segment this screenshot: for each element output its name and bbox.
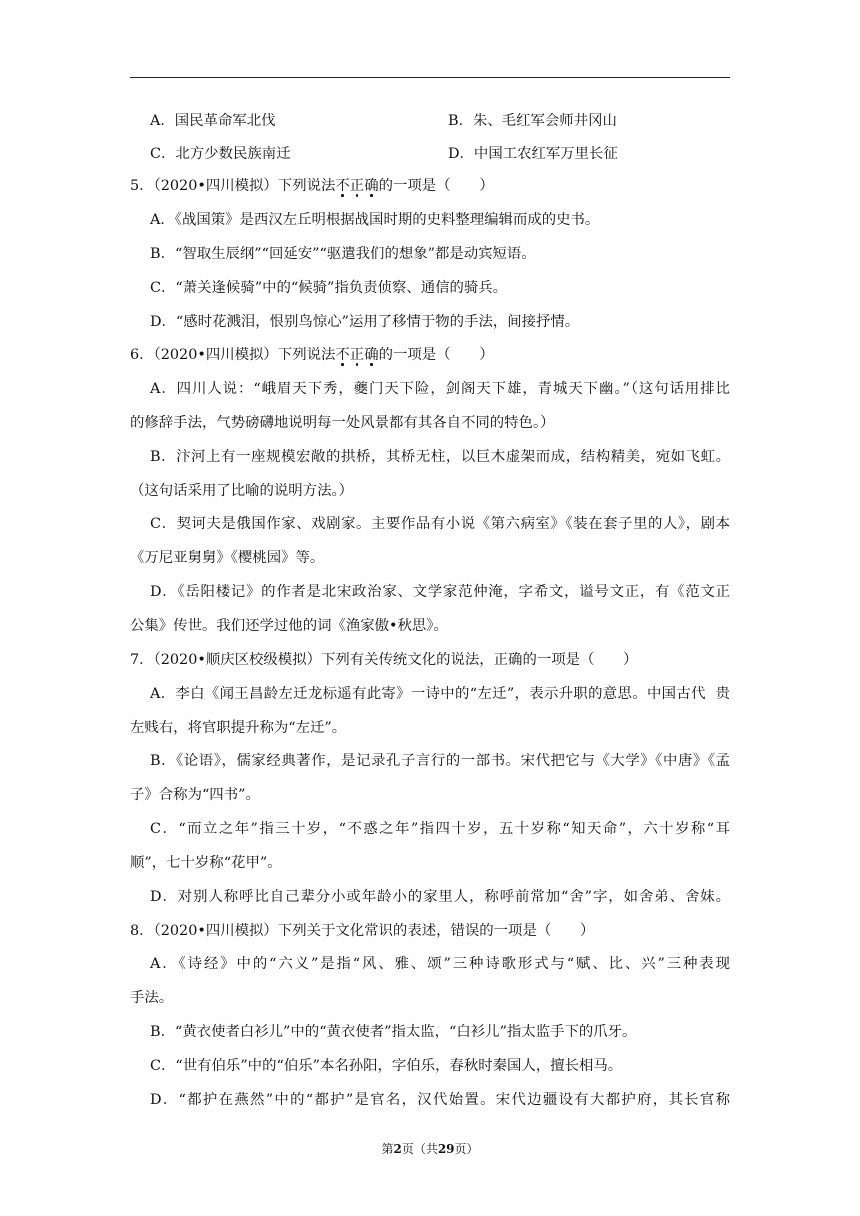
footer-total-pages: 29 (437, 1142, 455, 1156)
footer-suffix: 页） (454, 1142, 479, 1156)
q8-option-a-cont: 手法。 (130, 990, 174, 1006)
q6-option-d-cont: 公集》传世。我们还学过他的词《渔家傲•秋思》。 (130, 618, 448, 634)
q8-option-d: D．“都护在燕然”中的“都护”是官名，汉代始置。宋代边疆设有大都护府，其长官称 (150, 1092, 730, 1108)
q5-option-b: B．“智取生辰纲”“回延安”“驱遣我们的想象”都是动宾短语。 (150, 246, 536, 262)
q6-stem-text: 6．（2020•四川模拟）下列说法 (130, 347, 336, 363)
q7-option-b: B．《论语》，儒家经典著作，是记录孔子言行的一部书。宋代把它与《大学》《中唐》《孟 (150, 753, 730, 769)
q6-option-c: C．契诃夫是俄国作家、戏剧家。主要作品有小说《第六病室》《装在套子里的人》，剧本 (150, 516, 730, 532)
q6-option-a: A．四川人说：“峨眉天下秀，夔门天下险，剑阁天下雄，青城天下幽。”（这句话用排比 (150, 381, 730, 397)
q5-option-d: D．“感时花溅泪，恨别鸟惊心”运用了移情于物的手法，间接抒情。 (150, 314, 580, 330)
q6-option-d: D．《岳阳楼记》的作者是北宋政治家、文学家范仲淹，字希文，谥号文正，有《范文正 (150, 584, 730, 600)
footer-page-number: 2 (393, 1142, 402, 1156)
q5-stem-tail: 的一项是（ ） (378, 178, 494, 194)
emphasis-dot: 确 (364, 178, 379, 194)
q8-option-b: B．“黄衣使者白衫儿”中的“黄衣使者”指太监，“白衫儿”指太监手下的爪牙。 (150, 1024, 637, 1040)
q8-option-c: C．“世有伯乐”中的“伯乐”本名孙阳，字伯乐，春秋时秦国人，擅长相马。 (150, 1058, 623, 1074)
q7-option-d: D．对别人称呼比自己辈分小或年龄小的家里人，称呼前常加“舍”字，如舍弟、舍妹。 (150, 889, 730, 905)
q7-option-b-cont: 子》合称为“四书”。 (130, 787, 260, 803)
q7-option-a: A．李白《闻王昌龄左迁龙标遥有此寄》一诗中的“左迁”，表示升职的意思。中国古代 贵 (150, 686, 730, 702)
q4-option-d: D．中国工农红军万里长征 (448, 146, 618, 162)
q8-stem: 8．（2020•四川模拟）下列关于文化常识的表述，错误的一项是（ ） (130, 923, 595, 939)
q5-option-a: A．《战国策》是西汉左丘明根据战国时期的史料整理编辑而成的史书。 (150, 212, 600, 228)
q6-stem-tail: 的一项是（ ） (378, 347, 494, 363)
q8-option-a: A．《诗经》中的“六义”是指“风、雅、颂”三种诗歌形式与“赋、比、兴”三种表现 (150, 956, 730, 972)
emphasis-dot: 不 (335, 178, 350, 194)
q7-option-c-cont: 顺”，七十岁称“花甲”。 (130, 855, 282, 871)
q5-option-c: C．“萧关逢候骑”中的“候骑”指负责侦察、通信的骑兵。 (150, 280, 508, 296)
q5-stem-text: 5．（2020•四川模拟）下列说法 (130, 178, 336, 194)
q5-stem (130, 177, 494, 195)
header-rule (130, 77, 730, 78)
q6-stem (130, 346, 494, 364)
emphasis-dot: 不 (335, 347, 350, 363)
footer-middle: 页（共 (401, 1142, 438, 1156)
page-footer (0, 1140, 860, 1157)
q6-option-b-cont: （这句话采用了比喻的说明方法。） (130, 483, 354, 499)
footer-prefix: 第 (381, 1142, 394, 1156)
q6-option-c-cont: 《万尼亚舅舅》《樱桃园》等。 (130, 550, 325, 566)
emphasis-dot: 正 (349, 178, 365, 194)
q7-option-c: C．“而立之年”指三十岁，“不惑之年”指四十岁，五十岁称“知天命”，六十岁称“耳 (150, 821, 730, 837)
q6-option-b: B．汴河上有一座规模宏敞的拱桥，其桥无柱，以巨木虚架而成，结构精美，宛如飞虹。 (150, 449, 730, 465)
q4-option-b: B．朱、毛红军会师井冈山 (448, 113, 617, 129)
emphasis-dot: 正 (349, 347, 365, 363)
q4-option-c: C．北方少数民族南迁 (150, 146, 291, 162)
q4-option-a: A．国民革命军北伐 (150, 113, 276, 129)
q7-stem: 7．（2020•顺庆区校级模拟）下列有关传统文化的说法，正确的一项是（ ） (130, 652, 638, 668)
emphasis-dot: 确 (364, 347, 379, 363)
q7-option-a-cont: 左贱右，将官职提升称为“左迁”。 (130, 720, 347, 736)
q6-option-a-cont: 的修辞手法，气势磅礴地说明每一处风景都有其各自不同的特色。） (130, 415, 555, 431)
